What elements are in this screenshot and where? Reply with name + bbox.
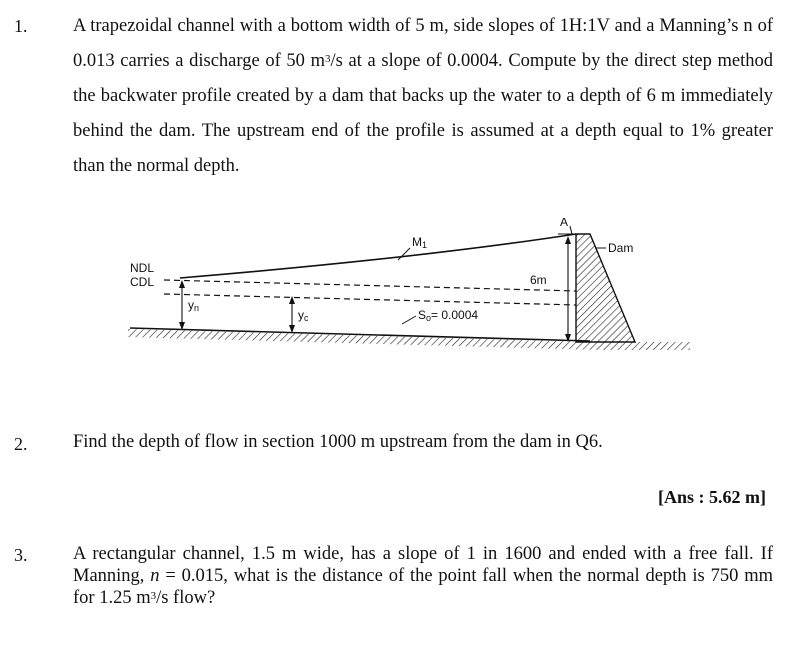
cubed-superscript-2: 3 [150, 590, 157, 602]
question-3-text-c: /s flow? [156, 588, 216, 608]
slope-leader [402, 316, 416, 324]
question-3-text-a: A rectangular channel, 1.5 m wide, has a slope of 1 in 1600 and ended with a free fall. If Manning, [73, 544, 773, 586]
question-3-number: 3. [14, 545, 28, 565]
dam-label: Dam [608, 241, 634, 255]
depth-arrowhead-up [565, 236, 571, 244]
normal-depth-line [164, 280, 576, 291]
slope-label: So= 0.0004 [418, 308, 479, 323]
cubed-superscript: 3 [324, 53, 331, 65]
critical-depth-line [164, 294, 576, 305]
question-2-answer: [Ans : 5.62 m] [658, 487, 766, 507]
a-label: A [560, 218, 569, 229]
question-3-text-b: = 0.015, what is the distance of the point fall when the normal depth is 750 mm for 1.25 m [73, 566, 773, 608]
question-1-text [73, 9, 773, 184]
manning-n-symbol: n [150, 566, 160, 586]
depth-label: 6m [530, 273, 547, 287]
yc-label: yc [298, 308, 309, 323]
yn-arrowhead-up [179, 280, 185, 288]
question-1-text-a: A trapezoidal channel with a bottom width of 5 m, side slopes of 1H:1V and a Manning’s n of 0.013 carries a discharge of 50 m [73, 16, 773, 71]
question-1-text-b: /s at a slope of 0.0004. Compute by the direct step method the backwater profile created by a dam that backs up the water to a depth of 6 m immediately behind the dam. The upstream end of the profile is assumed at a depth equal to 1% greater than the normal depth. [73, 51, 774, 176]
m1-leader [398, 248, 410, 260]
question-3-text [73, 543, 773, 609]
question-1-number: 1. [14, 16, 28, 36]
a-leader [570, 226, 572, 234]
question-2-number: 2. [14, 434, 28, 454]
question-2-text: Find the depth of flow in section 1000 m upstream from the dam in Q6. [73, 432, 603, 452]
backwater-profile-figure [120, 218, 700, 368]
ndl-label: NDL [130, 261, 155, 275]
yn-label: yn [188, 298, 200, 313]
downstream-ground-hatching [590, 342, 690, 350]
cdl-label: CDL [130, 275, 155, 289]
m1-water-surface-profile [180, 234, 576, 278]
m1-label: M1 [412, 235, 428, 250]
